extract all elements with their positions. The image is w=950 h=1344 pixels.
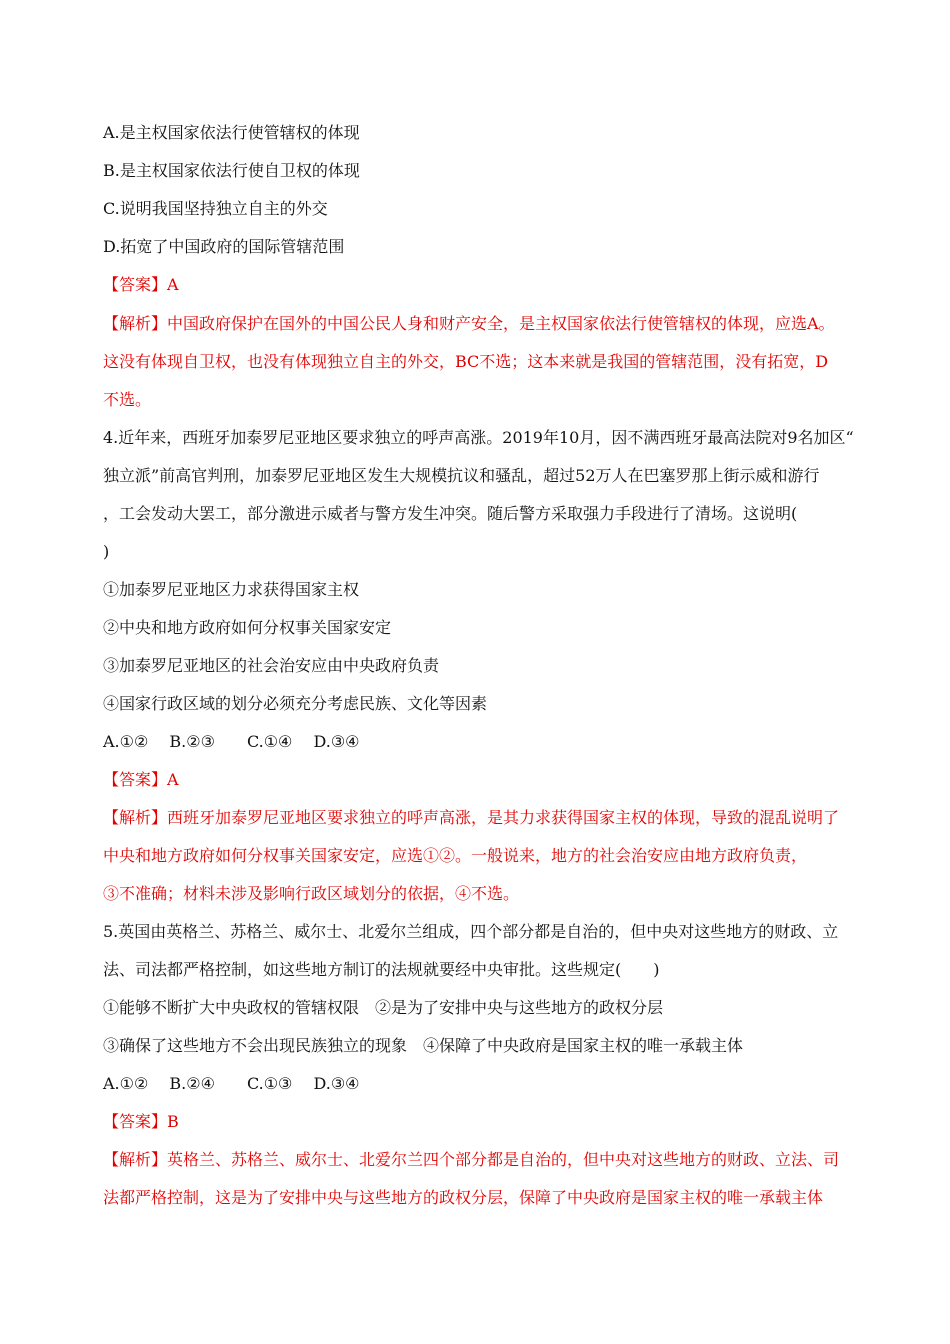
q4-item-1: ①加泰罗尼亚地区力求获得国家主权: [103, 580, 360, 599]
q3-option-d: D.拓宽了中国政府的国际管辖范围: [103, 237, 345, 256]
q5-choices: A.①② B.②④ C.①③ D.③④: [103, 1074, 360, 1093]
q3-analysis-line-1: 【解析】中国政府保护在国外的中国公民人身和财产安全，是主权国家依法行使管辖权的体现，应选A。: [103, 314, 835, 333]
q4-stem-line-1: 4.近年来，西班牙加泰罗尼亚地区要求独立的呼声高涨。2019年10月，因不满西班牙最高法院对9名加区“: [103, 428, 854, 447]
q5-answer: 【答案】B: [103, 1112, 179, 1131]
q3-option-b: B.是主权国家依法行使自卫权的体现: [103, 161, 360, 180]
q4-stem-line-2: 独立派”前高官判刑，加泰罗尼亚地区发生大规模抗议和骚乱，超过52万人在巴塞罗那上街示威和游行: [103, 466, 820, 485]
q4-item-4: ④国家行政区域的划分必须充分考虑民族、文化等因素: [103, 694, 488, 713]
q3-answer: 【答案】A: [103, 275, 179, 294]
q5-items-line-1: ①能够不断扩大中央政权的管辖权限 ②是为了安排中央与这些地方的政权分层: [103, 998, 664, 1017]
q4-stem-line-4: ): [103, 542, 110, 561]
q4-analysis-line-3: ③不准确；材料未涉及影响行政区域划分的依据，④不选。: [103, 884, 520, 903]
q4-item-3: ③加泰罗尼亚地区的社会治安应由中央政府负责: [103, 656, 440, 675]
q5-analysis-line-1: 【解析】英格兰、苏格兰、威尔士、北爱尔兰四个部分都是自治的，但中央对这些地方的财政、立法、司: [103, 1150, 840, 1169]
q4-choices: A.①② B.②③ C.①④ D.③④: [103, 732, 360, 751]
q3-analysis-line-2: 这没有体现自卫权，也没有体现独立自主的外交，BC不选；这本来就是我国的管辖范围，没有拓宽，D: [103, 352, 829, 371]
q3-analysis-line-3: 不选。: [103, 390, 152, 409]
q3-option-a: A.是主权国家依法行使管辖权的体现: [103, 123, 360, 142]
q5-stem-line-2: 法、司法都严格控制，如这些地方制订的法规就要经中央审批。这些规定( ): [103, 960, 660, 979]
q4-analysis-line-1: 【解析】西班牙加泰罗尼亚地区要求独立的呼声高涨，是其力求获得国家主权的体现，导致的混乱说明了: [103, 808, 840, 827]
q5-stem-line-1: 5.英国由英格兰、苏格兰、威尔士、北爱尔兰组成，四个部分都是自治的，但中央对这些地方的财政、立: [103, 922, 839, 941]
q4-item-2: ②中央和地方政府如何分权事关国家安定: [103, 618, 392, 637]
q5-analysis-line-2: 法都严格控制，这是为了安排中央与这些地方的政权分层，保障了中央政府是国家主权的唯一承载主体: [103, 1188, 824, 1207]
q5-items-line-2: ③确保了这些地方不会出现民族独立的现象 ④保障了中央政府是国家主权的唯一承载主体: [103, 1036, 744, 1055]
q4-analysis-line-2: 中央和地方政府如何分权事关国家安定，应选①②。一般说来，地方的社会治安应由地方政府负责，: [103, 846, 808, 865]
q4-answer: 【答案】A: [103, 770, 179, 789]
q3-option-c: C.说明我国坚持独立自主的外交: [103, 199, 328, 218]
q4-stem-line-3: ，工会发动大罢工，部分激进示威者与警方发生冲突。随后警方采取强力手段进行了清场。这说明(: [103, 504, 798, 523]
